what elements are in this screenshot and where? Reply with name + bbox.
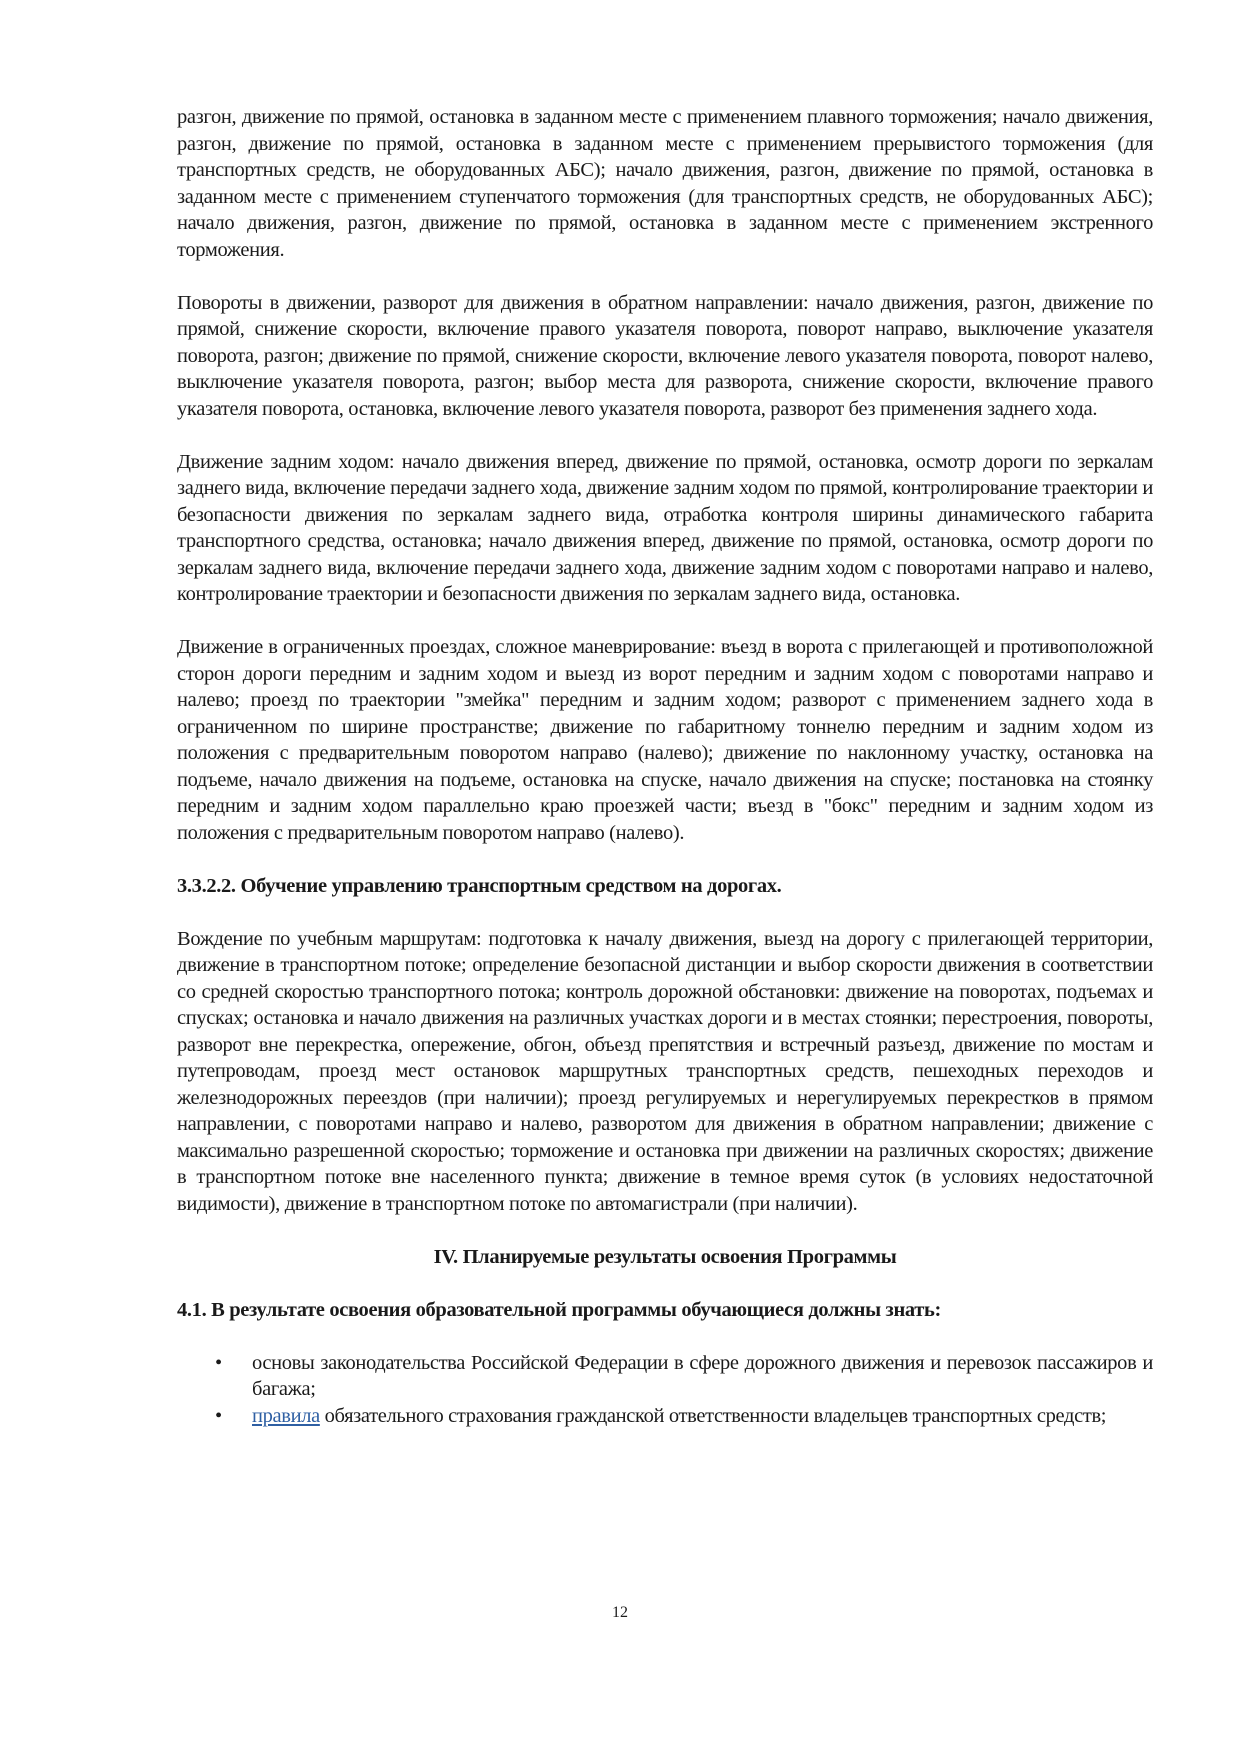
bullet-icon: • [215, 1404, 222, 1427]
paragraph-maneuvering: Движение в ограниченных проездах, сложное маневрирование: въезд в ворота с прилегающей и противоположной сторон дороги передним и задним ходом и выезд из ворот передним и задним ходом с поворотами направо и налево; проезд по траектории "змейка" передним и задним ходом; разворот с применением заднего хода в ограниченном по ширине пространстве; движение по габаритному тоннелю передним и задним ходом из положения с предварительным поворотом направо (налево); движение по наклонному участку, остановка на подъеме, начало движения на подъеме, остановка на спуске, начало движения на спуске; постановка на стоянку передним и задним ходом параллельно краю проезжей части; въезд в "бокс" передним и задним ходом из положения с предварительным поворотом направо (налево). [177, 636, 1153, 844]
section-heading-3322: 3.3.2.2. Обучение управлению транспортным средством на дорогах. [177, 874, 782, 897]
knowledge-list [177, 1350, 1153, 1430]
paragraph-braking: разгон, движение по прямой, остановка в заданном месте с применением плавного торможения; начало движения, разгон, движение по прямой, остановка в заданном месте с применением прерывистого торможения (для транспортных средств, не оборудованных АБС); начало движения, разгон, движение по прямой, остановка в заданном месте с применением ступенчатого торможения (для транспортных средств, не оборудованных АБС); начало движения, разгон, движение по прямой, остановка в заданном месте с применением экстренного торможения. [177, 106, 1153, 261]
list-item [177, 1403, 1153, 1430]
section-heading-41: 4.1. В результате освоения образовательной программы обучающиеся должны знать: [177, 1298, 941, 1321]
rules-link[interactable]: правила [252, 1404, 320, 1427]
document-page [177, 104, 1153, 1429]
list-item-text: обязательного страхования гражданской ответственности владельцев транспортных средств; [319, 1404, 1107, 1427]
paragraph-road-training: Вождение по учебным маршрутам: подготовка к началу движения, выезд на дорогу с прилегающей территории, движение в транспортном потоке; определение безопасной дистанции и выбор скорости движения в соответствии со средней скоростью транспортного потока; контроль дорожной обстановки: движение на поворотах, подъемах и спусках; остановка и начало движения на различных участках дороги и в местах стоянки; перестроения, повороты, разворот вне перекрестка, опережение, обгон, объезд препятствия и встречный разъезд, движение по мостам и путепроводам, проезд мест остановок маршрутных транспортных средств, пешеходных переходов и железнодорожных переездов (при наличии); проезд регулируемых и нерегулируемых перекрестков в прямом направлении, с поворотами направо и налево, разворотом для движения в обратном направлении; движение с максимально разрешенной скоростью; торможение и остановка при движении на различных скоростях; движение в транспортном потоке вне населенного пункта; движение в темное время суток (в условиях недостаточной видимости), движение в транспортном потоке по автомагистрали (при наличии). [177, 927, 1153, 1215]
list-item-text: основы законодательства Российской Федерации в сфере дорожного движения и перевозок пассажиров и багажа; [252, 1351, 1153, 1400]
bullet-icon: • [215, 1351, 222, 1374]
list-item [177, 1350, 1153, 1403]
section-heading-iv: IV. Планируемые результаты освоения Программы [433, 1245, 897, 1268]
paragraph-reverse: Движение задним ходом: начало движения вперед, движение по прямой, остановка, осмотр дороги по зеркалам заднего вида, включение передачи заднего хода, движение задним ходом по прямой, контролирование траектории и безопасности движения по зеркалам заднего вида, отработка контроля ширины динамического габарита транспортного средства, остановка; начало движения вперед, движение по прямой, остановка, осмотр дороги по зеркалам заднего вида, включение передачи заднего хода, движение задним ходом с поворотами направо и налево, контролирование траектории и безопасности движения по зеркалам заднего вида, остановка. [177, 450, 1153, 605]
paragraph-turns: Повороты в движении, разворот для движения в обратном направлении: начало движения, разгон, движение по прямой, снижение скорости, включение правого указателя поворота, поворот направо, выключение указателя поворота, разгон; движение по прямой, снижение скорости, включение левого указателя поворота, поворот налево, выключение указателя поворота, разгон; выбор места для разворота, снижение скорости, включение правого указателя поворота, остановка, включение левого указателя поворота, разворот без применения заднего хода. [177, 291, 1153, 420]
page-number: 12 [612, 1604, 628, 1621]
